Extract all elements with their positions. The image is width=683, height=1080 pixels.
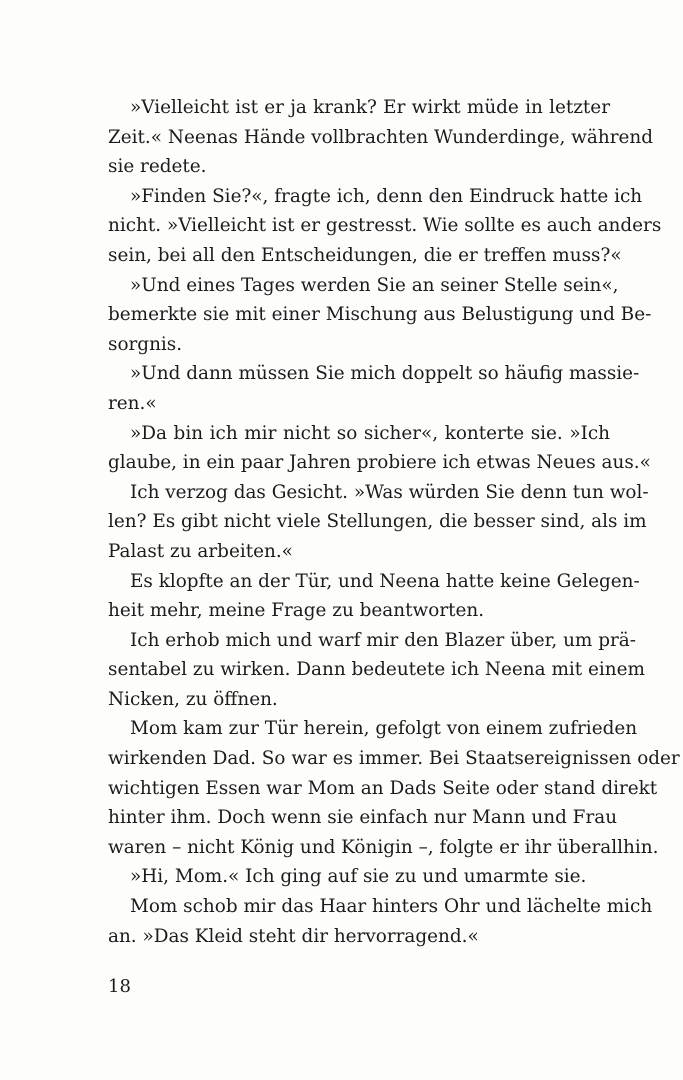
- text-line: hinter ihm. Doch wenn sie einfach nur Mann und Frau: [108, 807, 618, 829]
- text-line: »Hi, Mom.« Ich ging auf sie zu und umarmte sie.: [130, 866, 587, 888]
- text-line: »Und dann müssen Sie mich doppelt so häufig massie-: [130, 363, 640, 385]
- paragraph: [108, 182, 662, 271]
- paragraph: [108, 626, 645, 715]
- text-line: »Und eines Tages werden Sie an seiner Stelle sein«,: [130, 274, 619, 296]
- text-line: sie redete.: [108, 156, 207, 178]
- paragraph: [108, 714, 680, 862]
- text-line: Mom schob mir das Haar hinters Ohr und lächelte mich: [130, 896, 653, 918]
- body-text: [108, 93, 680, 951]
- text-line: Es klopfte an der Tür, und Neena hatte keine Gelegen-: [130, 570, 640, 592]
- paragraph: [108, 359, 640, 418]
- page-number: 18: [108, 976, 131, 997]
- text-line: »Finden Sie?«, fragte ich, denn den Eindruck hatte ich: [130, 185, 643, 207]
- text-line: waren – nicht König und Königin –, folgte er ihr überallhin.: [108, 836, 659, 858]
- paragraph: [108, 478, 649, 567]
- text-line: Ich verzog das Gesicht. »Was würden Sie denn tun wol-: [130, 481, 649, 503]
- paragraph: [108, 567, 640, 626]
- text-line: Zeit.« Neenas Hände vollbrachten Wunderdinge, während: [108, 126, 654, 148]
- text-line: Mom kam zur Tür herein, gefolgt von einem zufrieden: [130, 718, 638, 740]
- text-line: sorgnis.: [108, 333, 183, 355]
- text-line: nicht. »Vielleicht ist er gestresst. Wie sollte es auch anders: [108, 215, 662, 237]
- text-line: sein, bei all den Entscheidungen, die er treffen muss?«: [108, 244, 622, 266]
- text-line: heit mehr, meine Frage zu beantworten.: [108, 600, 485, 622]
- text-line: an. »Das Kleid steht dir hervorragend.«: [108, 925, 479, 947]
- text-line: ren.«: [108, 392, 157, 414]
- text-line: Ich erhob mich und warf mir den Blazer über, um prä-: [130, 629, 636, 651]
- paragraph: [108, 271, 652, 360]
- text-line: Nicken, zu öffnen.: [108, 688, 278, 710]
- text-line: wirkenden Dad. So war es immer. Bei Staatsereignissen oder: [108, 748, 680, 770]
- text-line: Palast zu arbeiten.«: [108, 540, 293, 562]
- text-line: wichtigen Essen war Mom an Dads Seite oder stand direkt: [108, 777, 658, 799]
- text-line: sentabel zu wirken. Dann bedeutete ich Neena mit einem: [108, 659, 645, 681]
- paragraph: [108, 892, 653, 951]
- text-line: len? Es gibt nicht viele Stellungen, die besser sind, als im: [108, 511, 647, 533]
- text-line: glaube, in ein paar Jahren probiere ich etwas Neues aus.«: [108, 452, 651, 474]
- paragraph: [108, 862, 610, 892]
- paragraph: [108, 419, 651, 478]
- text-line: bemerkte sie mit einer Mischung aus Belustigung und Be-: [108, 304, 652, 326]
- text-line: »Vielleicht ist er ja krank? Er wirkt müde in letzter: [130, 97, 610, 118]
- text-line: »Da bin ich mir nicht so sicher«, konterte sie. »Ich: [130, 422, 610, 444]
- paragraph: [108, 93, 654, 182]
